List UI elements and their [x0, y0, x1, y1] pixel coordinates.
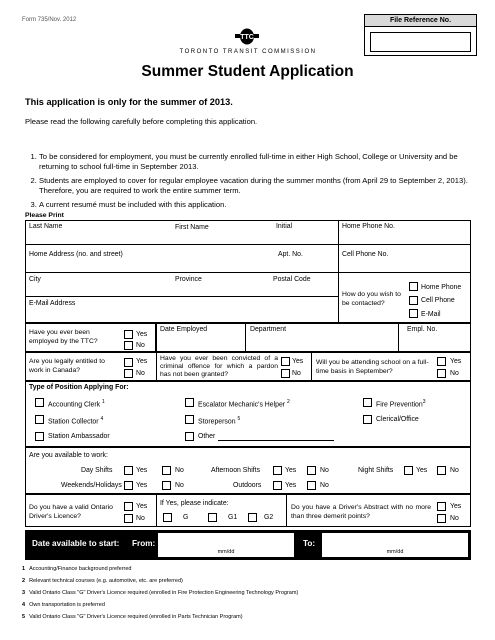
criminal-yes-checkbox[interactable] — [281, 357, 290, 366]
employed-ttc-no-checkbox[interactable] — [124, 341, 133, 350]
from-date-format: mm/dd — [217, 549, 235, 555]
class-g2-label: G2 — [264, 514, 274, 521]
to-label: To: — [303, 539, 316, 548]
position-other-checkbox[interactable] — [185, 432, 194, 441]
day-shifts-label: Day Shifts — [81, 467, 113, 474]
date-employed-label: Date Employed — [160, 326, 208, 333]
position-collector-checkbox[interactable] — [35, 415, 44, 424]
city-label: City — [29, 276, 41, 283]
outdoors-label: Outdoors — [233, 482, 262, 489]
school-no-checkbox[interactable] — [437, 369, 446, 378]
outdoors-no-checkbox[interactable] — [307, 481, 316, 490]
yes-label: Yes — [285, 482, 297, 489]
footnote: 4 Own transportation is preferred — [22, 602, 105, 608]
last-name-label: Last Name — [29, 223, 63, 230]
abstract-question: Do you have a Driver's Abstract with no more than three demerit points? — [291, 504, 431, 520]
availability-heading: Are you available to work: — [29, 452, 108, 459]
intro-text: Please read the following carefully before completing this application. — [25, 117, 258, 126]
afternoon-no-checkbox[interactable] — [307, 466, 316, 475]
yes-label: Yes — [416, 467, 428, 474]
weekend-no-checkbox[interactable] — [162, 481, 171, 490]
class-g-checkbox[interactable] — [163, 513, 172, 522]
footnote: 3 Valid Ontario Class "G" Driver's Licence required (enrolled in Fire Protection Engineering Technology Program) — [22, 590, 299, 596]
contact-email-label: E-Mail — [421, 311, 441, 318]
no-label: No — [320, 467, 329, 474]
position-collector-label: Station Collector $^4$ — [48, 416, 104, 426]
criminal-offence-label: Have you ever been convicted of a criminal offence for which a pardon has not been granted? — [160, 355, 278, 378]
yes-label: Yes — [136, 467, 148, 474]
day-no-checkbox[interactable] — [162, 466, 171, 475]
empl-no-label: Empl. No. — [407, 326, 438, 333]
position-storeperson-label: Storeperson $^5$ — [198, 416, 241, 426]
night-no-checkbox[interactable] — [437, 466, 446, 475]
yes-label: Yes — [136, 331, 148, 338]
criminal-no-checkbox[interactable] — [281, 369, 290, 378]
abstract-yes-checkbox[interactable] — [437, 502, 446, 511]
from-date-input[interactable] — [158, 533, 294, 557]
afternoon-shifts-label: Afternoon Shifts — [211, 467, 261, 474]
file-reference-input[interactable] — [370, 32, 471, 52]
afternoon-yes-checkbox[interactable] — [273, 466, 282, 475]
first-name-label: First Name — [175, 224, 209, 231]
contact-cell-checkbox[interactable] — [409, 296, 418, 305]
class-g2-checkbox[interactable] — [248, 513, 257, 522]
position-fire-checkbox[interactable] — [363, 398, 372, 407]
page-title: Summer Student Application — [141, 63, 354, 80]
cell-phone-label: Cell Phone No. — [342, 251, 389, 258]
to-date-format: mm/dd — [386, 549, 404, 555]
position-other-label: Other — [198, 433, 216, 440]
yes-label: Yes — [136, 358, 148, 365]
initial-label: Initial — [276, 223, 293, 230]
position-escalator-checkbox[interactable] — [185, 398, 194, 407]
no-label: No — [320, 482, 329, 489]
yes-label: Yes — [285, 467, 297, 474]
logo-text: TORONTO TRANSIT COMMISSION — [179, 49, 317, 55]
contact-email-checkbox[interactable] — [409, 309, 418, 318]
position-storeperson-checkbox[interactable] — [185, 415, 194, 424]
licence-no-checkbox[interactable] — [124, 514, 133, 523]
instruction-item: 3. A current resumé must be included with this application. — [39, 200, 480, 210]
position-other-input[interactable] — [218, 440, 334, 441]
instruction-item: 1. To be considered for employment, you must be currently enrolled full-time in either High School, College or University and be returning to school full-time in September 2013. — [39, 152, 480, 171]
employed-ttc-yes-checkbox[interactable] — [124, 330, 133, 339]
contact-home-checkbox[interactable] — [409, 282, 418, 291]
position-escalator-label: Escalator Mechanic's Helper $^2$ — [198, 399, 290, 409]
class-g-label: G — [183, 514, 189, 521]
instructions-list — [25, 152, 480, 215]
no-label: No — [450, 515, 459, 522]
instruction-item: 2. Students are employed to cover for regular employee vacation during the summer months (from April 29 to September 2, 2013). Therefore, you are required to work the entire summer term. — [39, 176, 480, 195]
no-label: No — [450, 467, 459, 474]
weekends-label: Weekends/Holidays — [61, 482, 122, 489]
employed-ttc-label: Have you ever been employed by the TTC? — [29, 329, 98, 345]
school-yes-checkbox[interactable] — [437, 357, 446, 366]
position-clerical-checkbox[interactable] — [363, 415, 372, 424]
subtitle: This application is only for the summer of 2013. — [25, 97, 233, 107]
footnote: 5 Valid Ontario Class "G" Driver's Licence required (enrolled in Parts Technician Program) — [22, 614, 243, 620]
class-g1-checkbox[interactable] — [208, 513, 217, 522]
file-reference-box — [364, 14, 477, 56]
licence-if-yes-label: If Yes, please indicate: — [160, 500, 229, 507]
position-clerical-label: Clerical/Office — [376, 416, 419, 423]
yes-label: Yes — [136, 503, 148, 510]
no-label: No — [136, 342, 145, 349]
yes-label: Yes — [450, 503, 462, 510]
outdoors-yes-checkbox[interactable] — [273, 481, 282, 490]
day-yes-checkbox[interactable] — [124, 466, 133, 475]
licence-yes-checkbox[interactable] — [124, 502, 133, 511]
class-g1-label: G1 — [228, 514, 238, 521]
legally-entitled-label: Are you legally entitled to work in Canada? — [29, 358, 105, 374]
apt-no-label: Apt. No. — [278, 251, 303, 258]
postal-code-label: Postal Code — [273, 276, 311, 283]
yes-label: Yes — [136, 482, 148, 489]
yes-label: Yes — [450, 358, 462, 365]
form-id: Form 735/Nov. 2012 — [22, 17, 77, 23]
position-heading: Type of Position Applying For: — [29, 384, 129, 391]
licence-question: Do you have a valid Ontario Driver's Licence? — [29, 504, 113, 520]
no-label: No — [175, 467, 184, 474]
svg-text:TTC: TTC — [240, 34, 254, 41]
abstract-no-checkbox[interactable] — [437, 514, 446, 523]
legal-no-checkbox[interactable] — [124, 369, 133, 378]
no-label: No — [136, 515, 145, 522]
ttc-logo-icon — [235, 28, 259, 45]
email-label: E-Mail Address — [29, 300, 76, 307]
from-label: From: — [132, 539, 156, 548]
home-address-label: Home Address (no. and street) — [29, 251, 123, 258]
yes-label: Yes — [292, 358, 304, 365]
to-date-input[interactable] — [322, 533, 468, 557]
no-label: No — [292, 370, 301, 377]
position-ambassador-label: Station Ambassador — [48, 433, 110, 440]
province-label: Province — [175, 276, 202, 283]
no-label: No — [450, 370, 459, 377]
night-shifts-label: Night Shifts — [358, 467, 394, 474]
date-available-label: Date available to start: — [32, 539, 120, 548]
please-print-label: Please Print — [25, 212, 64, 219]
position-fire-label: Fire Prevention$^3$ — [376, 399, 426, 409]
contact-question: How do you wish to be contacted? — [342, 291, 401, 307]
footnote: 1 Accounting/Finance background preferred — [22, 566, 132, 572]
position-accounting-label: Accounting Clerk $^1$ — [48, 399, 105, 409]
weekend-yes-checkbox[interactable] — [124, 481, 133, 490]
position-ambassador-checkbox[interactable] — [35, 432, 44, 441]
legal-yes-checkbox[interactable] — [124, 358, 133, 367]
department-label: Department — [250, 326, 287, 333]
home-phone-label: Home Phone No. — [342, 223, 395, 230]
night-yes-checkbox[interactable] — [404, 466, 413, 475]
no-label: No — [175, 482, 184, 489]
footnote: 2 Relevant technical courses (e.g. automotive, etc. are preferred) — [22, 578, 183, 584]
attending-school-label: Will you be attending school on a full-time basis in September? — [316, 359, 429, 375]
no-label: No — [136, 370, 145, 377]
file-reference-label: File Reference No. — [365, 15, 476, 27]
contact-home-label: Home Phone — [421, 284, 462, 291]
position-accounting-checkbox[interactable] — [35, 398, 44, 407]
contact-cell-label: Cell Phone — [421, 297, 455, 304]
